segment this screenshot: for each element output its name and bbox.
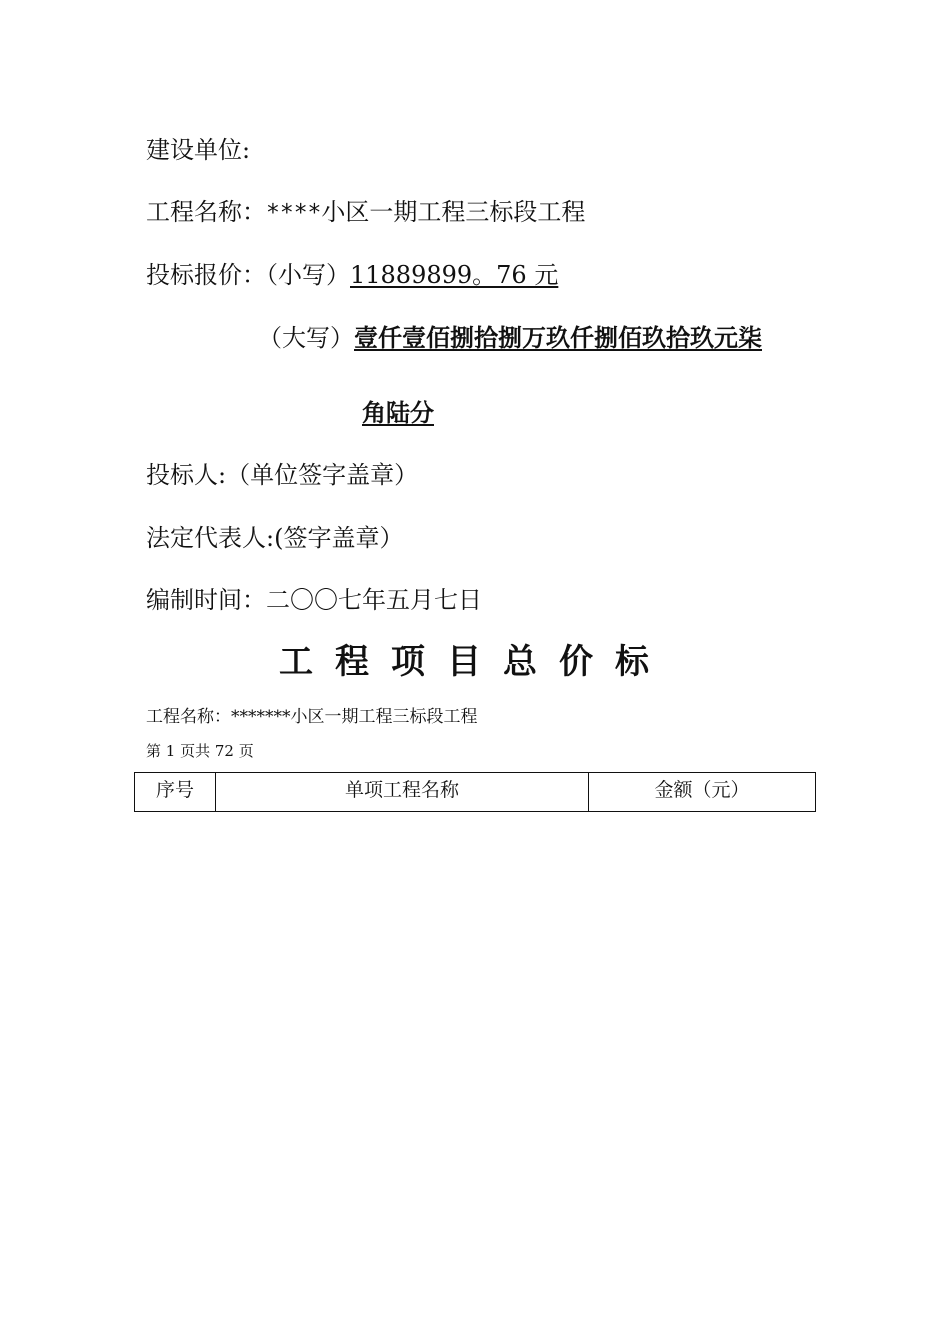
table-header-row	[135, 773, 816, 812]
summary-title: 工程项目总价标	[279, 642, 671, 682]
bid-price-line	[146, 260, 558, 290]
project-name-line	[146, 197, 585, 228]
summary-table	[134, 772, 816, 812]
column-index: 序号	[135, 773, 216, 812]
column-amount: 金额（元）	[589, 773, 816, 812]
upper-case-label: （大写）	[258, 324, 354, 352]
upper-case-line	[258, 323, 762, 353]
summary-project-stars: *******	[231, 707, 291, 727]
legal-rep-label: 法定代表人:(签字盖章）	[146, 524, 404, 552]
bidder-label: 投标人:（单位签字盖章）	[146, 461, 419, 489]
summary-project-name: 小区一期工程三标段工程	[290, 707, 478, 727]
page-info: 第 1 页共 72 页	[146, 742, 254, 760]
summary-project-label: 工程名称：	[146, 707, 231, 727]
lower-case-amount: 11889899。76 元	[350, 261, 559, 289]
lower-case-label: （小写）	[266, 261, 350, 289]
upper-case-amount-continued: 角陆分	[362, 398, 434, 427]
builder-label: 建设单位:	[146, 136, 251, 164]
project-label: 工程名称：	[146, 198, 266, 226]
bid-label: 投标报价：	[146, 261, 266, 289]
project-name: 小区一期工程三标段工程	[321, 198, 586, 226]
project-stars: ****	[266, 200, 322, 226]
summary-project-line	[146, 706, 478, 728]
column-item-name: 单项工程名称	[216, 773, 589, 812]
upper-case-amount: 壹仟壹佰捌拾捌万玖仟捌佰玖拾玖元柒	[354, 323, 762, 352]
date-label: 编制时间：二〇〇七年五月七日	[146, 586, 482, 614]
